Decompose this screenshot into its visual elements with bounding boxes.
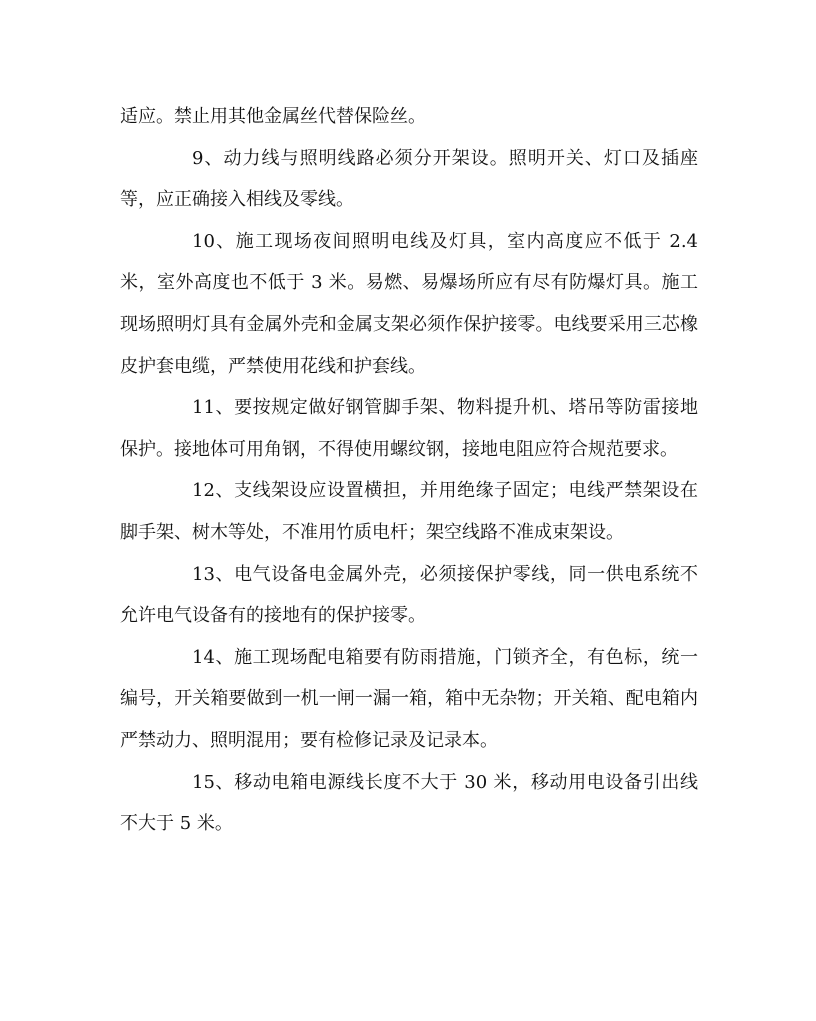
paragraph-item-14: 14、施工现场配电箱要有防雨措施，门锁齐全，有色标，统一编号，开关箱要做到一机一闸一漏一箱，箱中无杂物；开关箱、配电箱内严禁动力、照明混用；要有检修记录及记录本。	[120, 646, 698, 751]
paragraph-item-10: 10、施工现场夜间照明电线及灯具，室内高度应不低于 2.4 米，室外高度也不低于 3 米。易燃、易爆场所应有尽有防爆灯具。施工现场照明灯具有金属外壳和金属支架必须作保护接零。电线要采用三芯橡皮护套电缆，严禁使用花线和护套线。	[120, 230, 698, 377]
paragraph-item-15: 15、移动电箱电源线长度不大于 30 米，移动用电设备引出线不大于 5 米。	[120, 771, 698, 835]
paragraph-item-12: 12、支线架设应设置横担，并用绝缘子固定；电线严禁架设在脚手架、树木等处，不准用竹质电杆；架空线路不准成束架设。	[120, 480, 698, 543]
paragraph-item-13: 13、电气设备电金属外壳，必须接保护零线，同一供电系统不允许电气设备有的接地有的保护接零。	[120, 563, 698, 627]
paragraph-item-11: 11、要按规定做好钢管脚手架、物料提升机、塔吊等防雷接地保护。接地体可用角钢，不得使用螺纹钢，接地电阻应符合规范要求。	[120, 397, 698, 460]
paragraph-item-9: 9、动力线与照明线路必须分开架设。照明开关、灯口及插座等，应正确接入相线及零线。	[120, 147, 698, 211]
paragraph-continuation: 适应。禁止用其他金属丝代替保险丝。	[120, 106, 426, 127]
document-body	[120, 96, 698, 845]
